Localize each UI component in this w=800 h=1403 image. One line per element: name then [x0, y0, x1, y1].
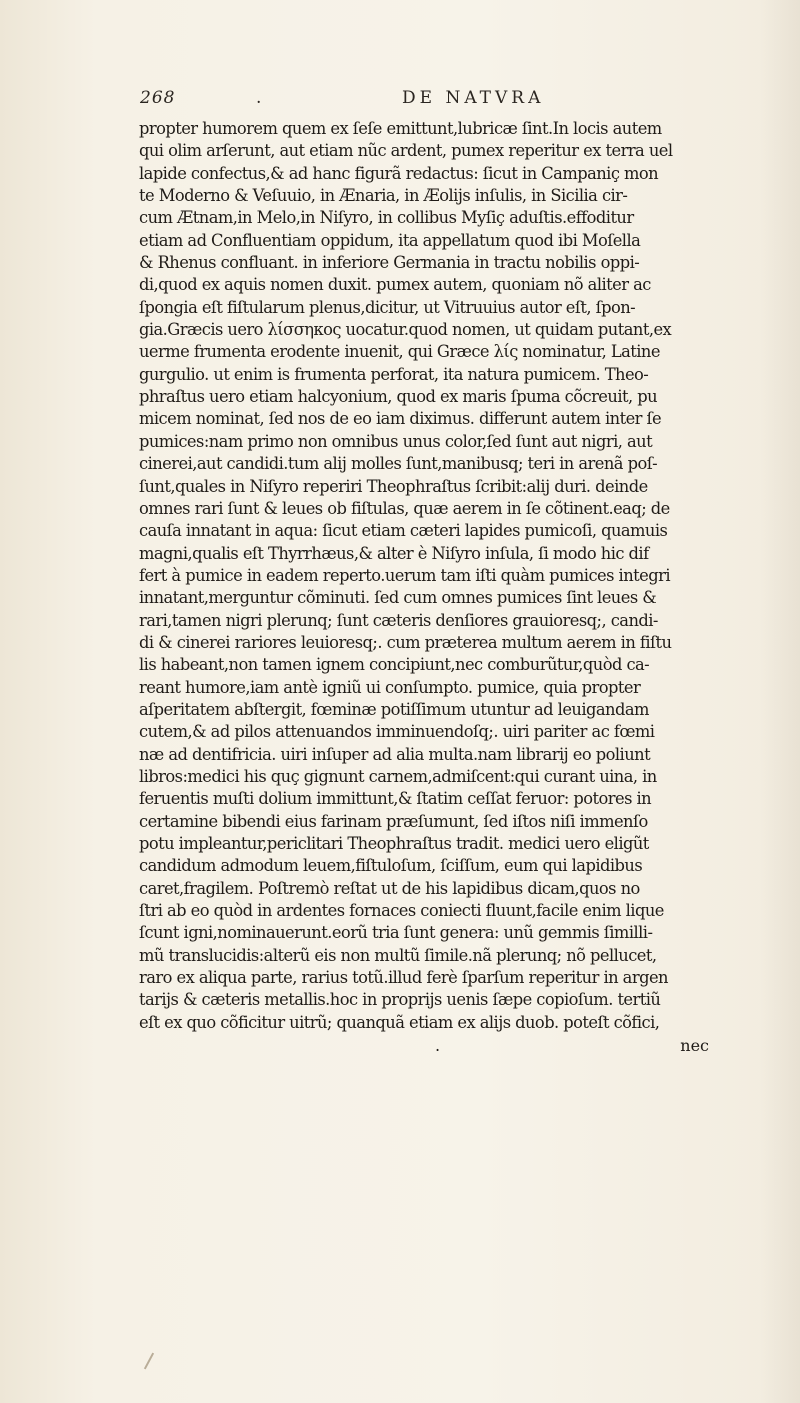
text-line: tarijs & cæteris metallis.hoc in proprijs uenis ſæpe copioſum. tertiũ [139, 990, 661, 1010]
text-line: feruentis muſti dolium immittunt,& ſtatim ceſſat feruor: potores in [139, 789, 652, 809]
text-line: rari,tamen nigri plerunq; ſunt cæteris denſiores grauioresq;, candi- [139, 610, 658, 630]
text-line: gia.Græcis uero λίσσηκος uocatur.quod nomen, ut quidam putant,ex [139, 320, 672, 340]
text-line: caret,fragilem. Poſtremò reſtat ut de his lapidibus dicam,quos no [139, 878, 640, 898]
text-line: næ ad dentifricia. uiri inſuper ad alia multa.nam librarij eo poliunt [139, 744, 651, 764]
text-line: ſpongia eſt fiſtularum plenus,dicitur, ut Vitruuius autor eſt, ſpon- [139, 297, 636, 317]
running-head-mark: . [256, 88, 262, 108]
text-line: raro ex aliqua parte, rarius totũ.illud ferè ſparſum reperitur in argen [139, 968, 668, 988]
text-line: phraſtus uero etiam halcyonium, quod ex maris ſpuma cõcreuit, pu [139, 387, 658, 407]
text-line: certamine bibendi eius farinam præſumunt, ſed iſtos niſi immenſo [139, 811, 648, 831]
text-line: & Rhenus confluant. in inferiore Germania in tractu nobilis oppi- [139, 253, 640, 273]
page-number: 268 [140, 88, 176, 108]
text-line: di & cinerei rariores leuioresq;. cum præterea multum aerem in fiſtu [139, 632, 672, 652]
text-line: cinerei,aut candidi.tum alij molles ſunt,manibusq; teri in arenã poſ- [139, 454, 658, 474]
text-line: propter humorem quem ex ſeſe emittunt,lubricæ ſint.In locis autem [139, 119, 662, 138]
text-line: lapide confectus,& ad hanc figurã redactus: ſicut in Campaniç mon [139, 163, 659, 183]
running-title: DE NATVRA [402, 88, 545, 108]
stray-pen-mark [144, 1353, 154, 1370]
text-line: potu impleantur,periclitari Theophraſtus tradit. medici uero eligũt [139, 834, 649, 853]
text-line: gurgulio. ut enim is frumenta perforat, ita natura pumicem. Theo- [139, 364, 649, 384]
text-line: ſunt,quales in Niſyro reperiri Theophraſtus ſcribit:alij duri. deinde [139, 476, 648, 496]
text-line: qui olim arſerunt, aut etiam nũc ardent, pumex reperitur ex terra uel [139, 141, 673, 161]
text-line: magni,qualis eſt Thyrrhæus,& alter è Niſyro inſula, ſi modo hic dif [139, 543, 649, 563]
text-line: di,quod ex aquis nomen duxit. pumex autem, quoniam nõ aliter ac [139, 275, 651, 295]
body-text [139, 118, 709, 1034]
text-line: candidum admodum leuem,fiſtuloſum, ſciſſum, eum qui lapidibus [139, 856, 643, 876]
text-line: ſcunt igni,nominauerunt.eorũ tria ſunt genera: unũ gemmis ſimilli- [139, 923, 653, 943]
text-line: omnes rari ſunt & leues ob fiſtulas, quæ aerem in ſe cõtinent.eaq; de [139, 498, 670, 518]
text-line: te Moderno & Veſuuio, in Ænaria, in Æolijs inſulis, in Sicilia cir- [139, 186, 628, 206]
text-line: etiam ad Confluentiam oppidum, ita appellatum quod ibi Moſella [139, 230, 641, 250]
text-line: micem nominat, ſed nos de eo iam diximus. differunt autem inter ſe [139, 409, 662, 429]
text-line: reant humore,iam antè igniũ ui conſumpto. pumice, quia propter [139, 677, 641, 697]
text-line: cauſa innatant in aqua: ſicut etiam cæteri lapides pumicoſi, quamuis [139, 521, 668, 541]
text-line: mũ translucidis:alterũ eis non multũ ſimile.nã plerunq; nõ pellucet, [139, 945, 657, 965]
text-line: pumices:nam primo non omnibus unus color,ſed ſunt aut nigri, aut [139, 431, 653, 451]
text-line: cum Ætnam,in Melo,in Niſyro, in collibus Myſiç aduſtis.effoditur [139, 208, 634, 228]
catchword-mark: . [435, 1036, 441, 1055]
text-line: lis habeant,non tamen ignem concipiunt,nec comburũtur,quòd ca- [139, 655, 650, 675]
catchword-row [139, 1036, 709, 1060]
running-head [140, 88, 700, 116]
text-line: cutem,& ad pilos attenuandos imminuendoſq;. uiri pariter ac fœmi [139, 722, 655, 742]
text-line: libros:medici his quç gignunt carnem,admiſcent:qui curant uina, in [139, 766, 657, 786]
text-line: uerme frumenta erodente inuenit, qui Græce λίς nominatur, Latine [139, 342, 660, 362]
text-line: eſt ex quo cõficitur uitrũ; quanquã etiam ex alijs duob. poteſt cõfici, [139, 1012, 660, 1032]
text-line: ſtri ab eo quòd in ardentes fornaces coniecti fluunt,facile enim lique [139, 901, 664, 921]
text-line: innatant,merguntur cõminuti. ſed cum omnes pumices ſint leues & [139, 588, 657, 608]
text-line: aſperitatem abſtergit, fœminæ potiſſimum utuntur ad leuigandam [139, 699, 649, 719]
catchword: nec [680, 1036, 709, 1055]
text-line: fert à pumice in eadem reperto.uerum tam iſti quàm pumices integri [139, 565, 670, 585]
